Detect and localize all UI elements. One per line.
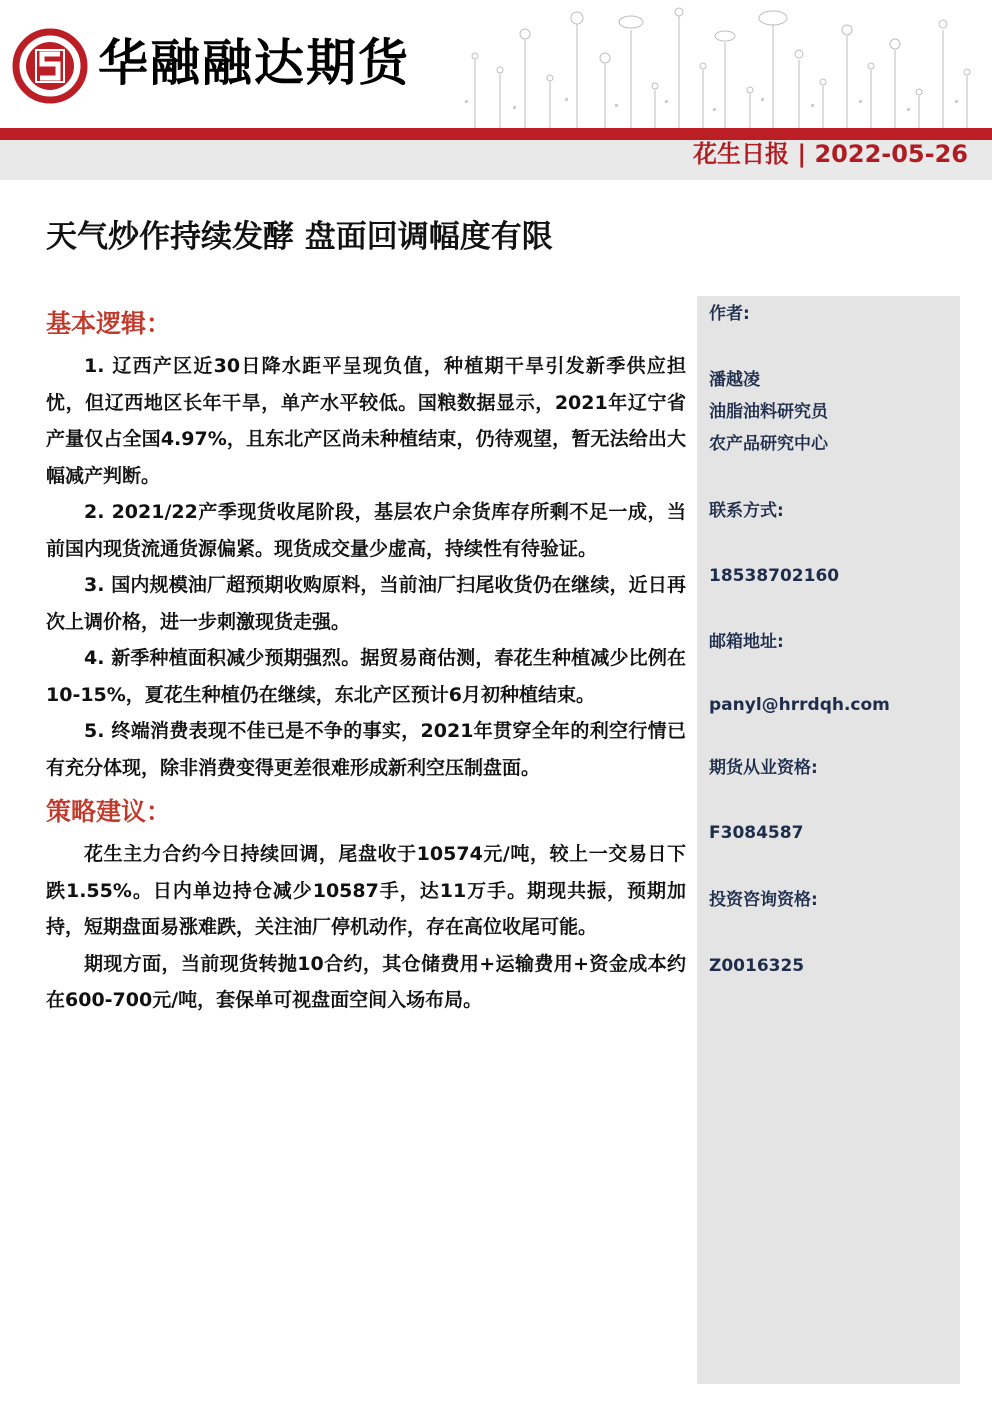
decorative-pattern-icon: [455, 0, 992, 128]
futures-qualification-number: F3084587: [709, 823, 804, 843]
email-address: panyl@hrrdqh.com: [709, 695, 890, 715]
section-heading: 基本逻辑：: [46, 309, 172, 338]
email-label: 邮箱地址:: [709, 632, 784, 652]
paragraph: 1. 辽西产区近30日降水距平呈现负值，种植期干旱引发新季供应担忧，但辽西地区长年干旱，单产水平较低。国粮数据显示，2021年辽宁省产量仅占全国4.97%，且东北产区尚未种植结束，仍待观望，暂无法给出大幅减产判断。: [46, 355, 686, 487]
section-heading: 策略建议：: [46, 797, 172, 826]
paragraph: 4. 新季种植面积减少预期强烈。据贸易商估测，春花生种植减少比例在10-15%，夏花生种植仍在继续，东北产区预计6月初种植结束。: [46, 647, 686, 706]
author-title: 油脂油料研究员: [709, 402, 828, 422]
futures-qualification-label: 期货从业资格:: [709, 758, 818, 778]
phone-number: 18538702160: [709, 566, 840, 586]
author-dept: 农产品研究中心: [709, 434, 828, 454]
investment-qualification-number: Z0016325: [709, 956, 805, 976]
contact-label: 联系方式:: [709, 501, 784, 521]
paragraph: 5. 终端消费表现不佳已是不争的事实，2021年贯穿全年的利空行情已有充分体现，除非消费变得更差很难形成新利空压制盘面。: [46, 720, 686, 779]
author-sidebar: [697, 296, 960, 1384]
company-logo-icon: [12, 28, 88, 104]
author-name: 潘越凌: [709, 370, 760, 390]
investment-qualification-label: 投资咨询资格:: [709, 890, 818, 910]
article-body: [46, 300, 686, 1019]
paragraph: 花生主力合约今日持续回调，尾盘收于10574元/吨，较上一交易日下跌1.55%。日内单边持仓减少10587手，达11万手。期现共振，预期加持，短期盘面易涨难跌，关注油厂停机动作，存在高位收尾可能。: [46, 843, 686, 938]
author-label: 作者:: [709, 304, 750, 324]
paragraph: 期现方面，当前现货转抛10合约，其仓储费用+运输费用+资金成本约在600-700元/吨，套保单可视盘面空间入场布局。: [46, 952, 686, 1011]
paragraph: 3. 国内规模油厂超预期收购原料，当前油厂扫尾收货仍在继续，近日再次上调价格，进一步刺激现货走强。: [46, 574, 686, 633]
paragraph: 2. 2021/22产季现货收尾阶段，基层农户余货库存所剩不足一成，当前国内现货流通货源偏紧。现货成交量少虚高，持续性有待验证。: [46, 501, 686, 560]
report-type-date: 花生日报 | 2022-05-26: [693, 140, 968, 168]
page-header: [0, 0, 992, 128]
section-basic-logic: [46, 300, 686, 786]
page-title: 天气炒作持续发酵 盘面回调幅度有限: [46, 219, 553, 255]
section-strategy: [46, 788, 686, 1019]
brand-name: 华融融达期货: [98, 34, 410, 92]
